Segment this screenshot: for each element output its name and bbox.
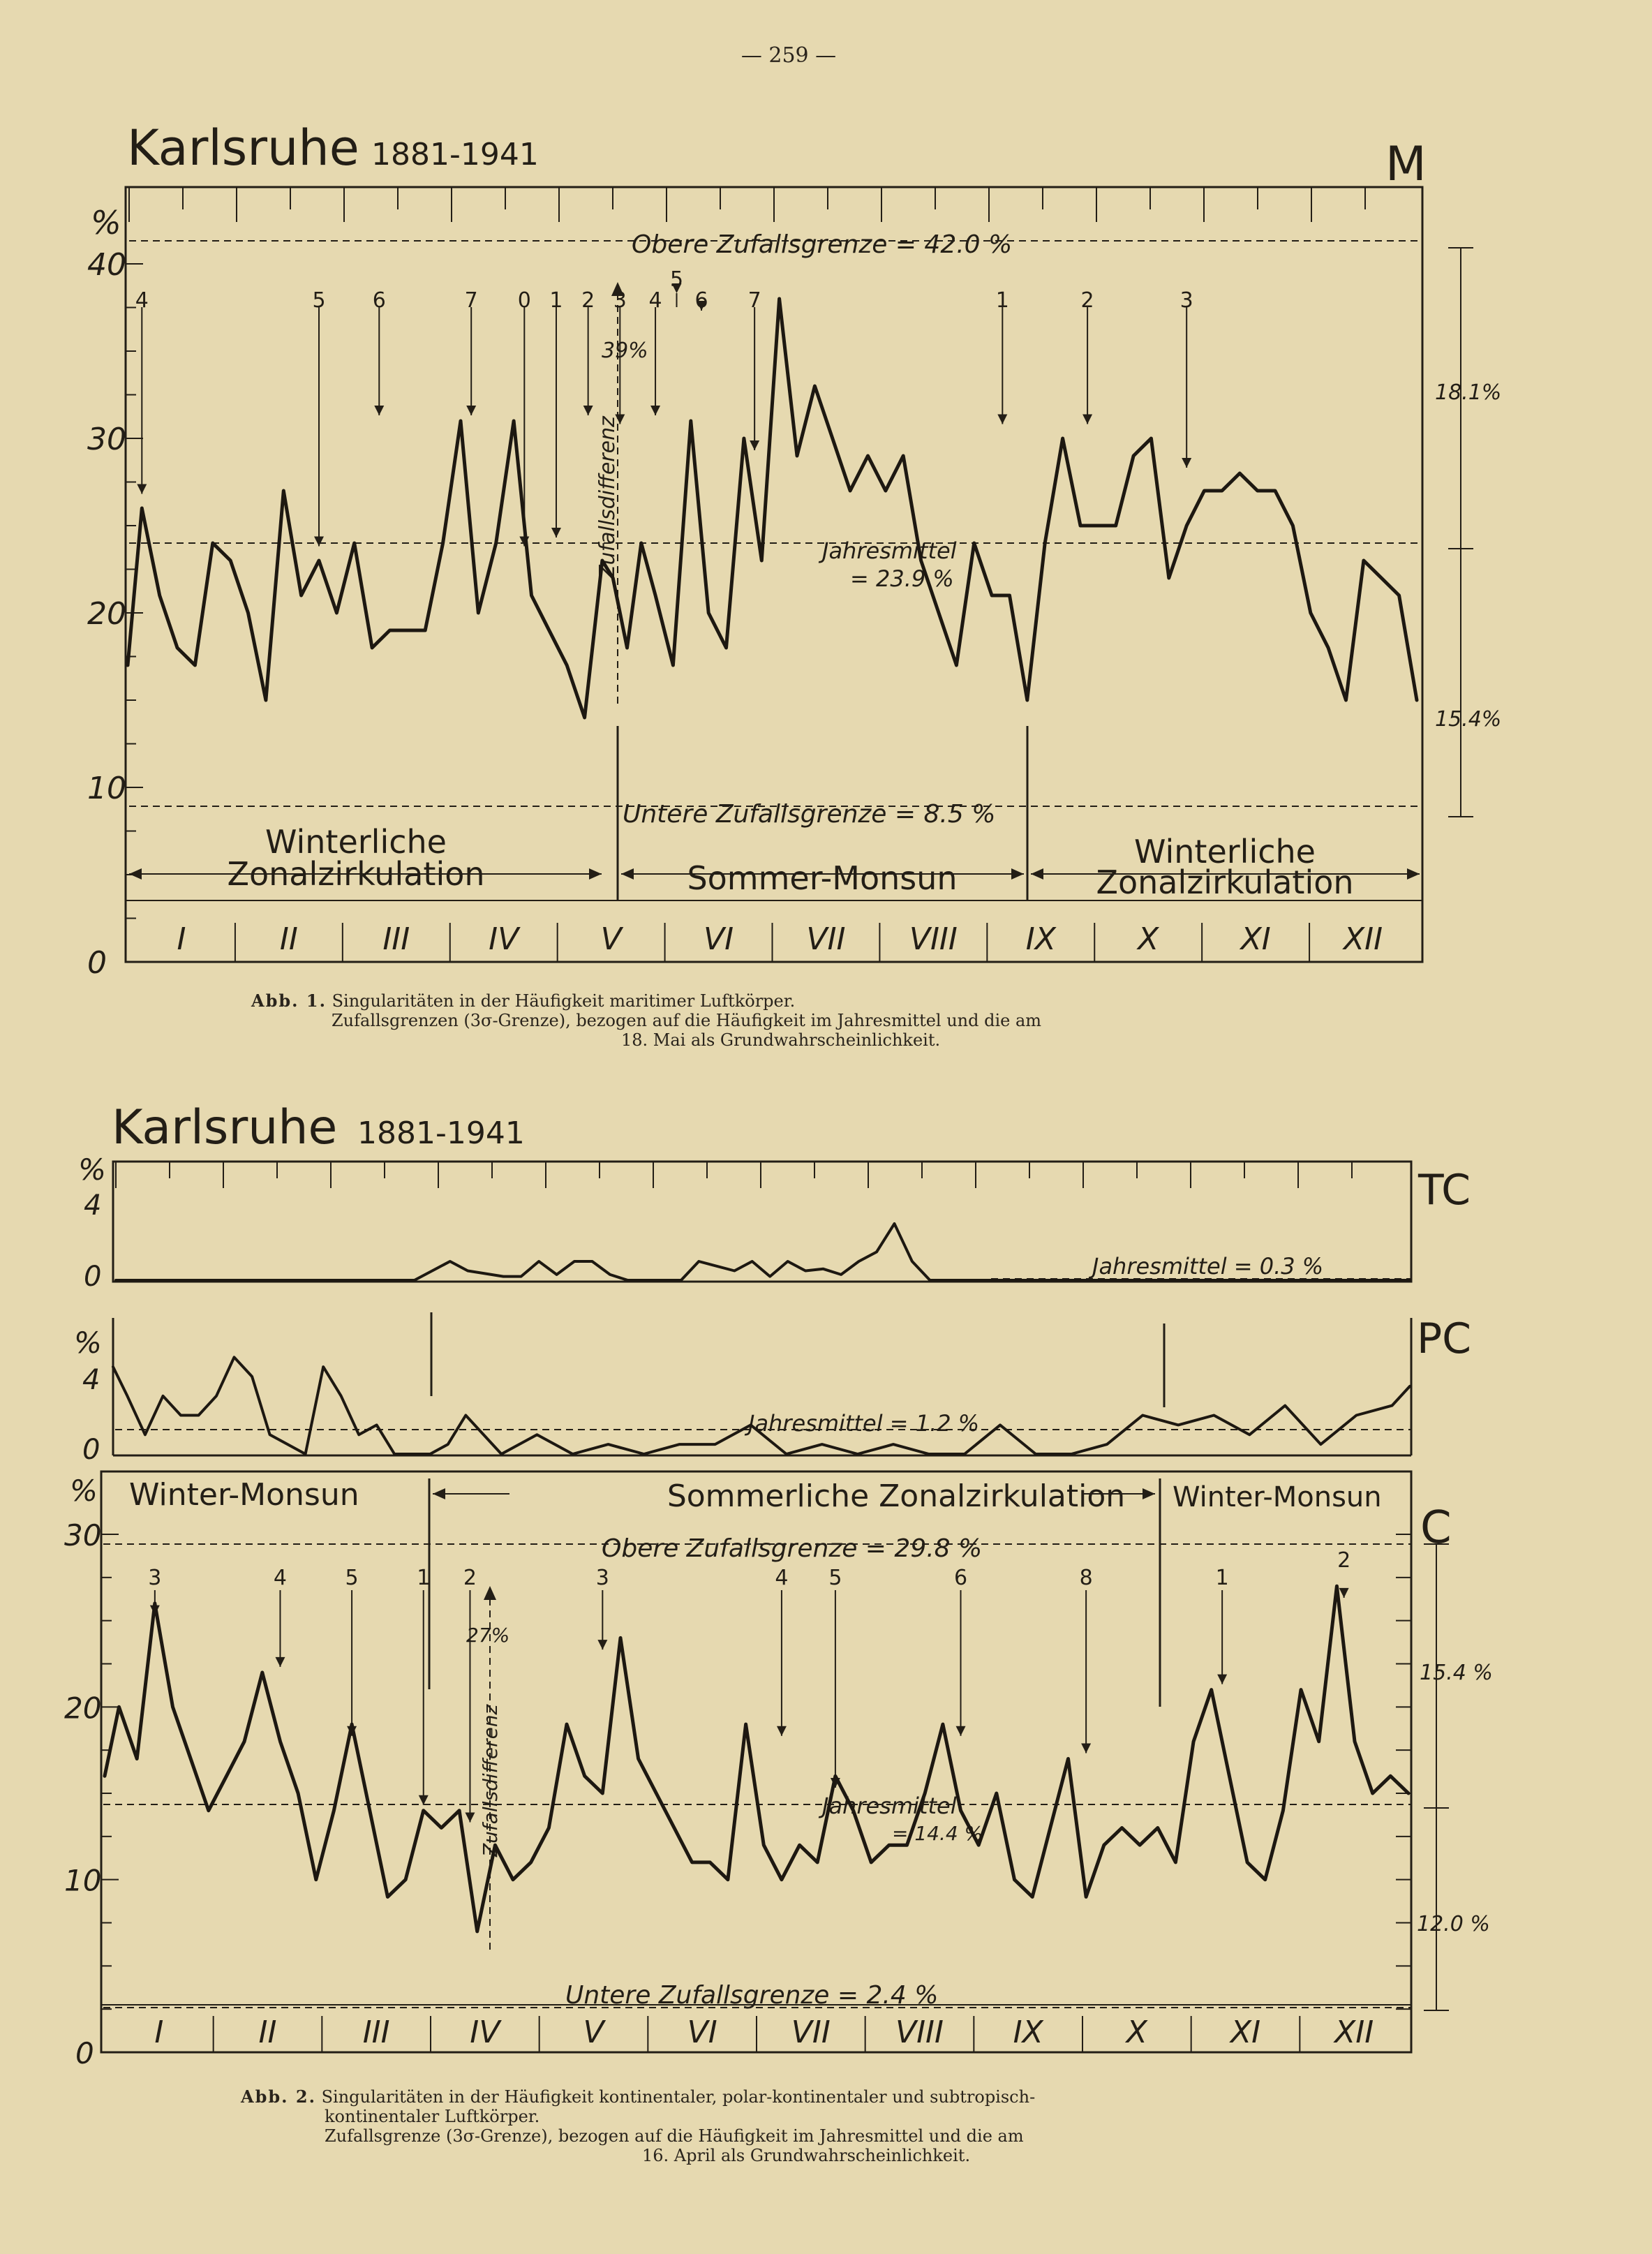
- fig1-period-arrowhead: [1031, 868, 1043, 880]
- c-series: [105, 1586, 1408, 1932]
- figure-1: [87, 119, 1501, 981]
- fig1-month-label: VII: [806, 921, 846, 957]
- fig1-peak-label: 1: [995, 288, 1009, 313]
- fig1-y-tick: 0: [87, 945, 107, 981]
- fig2-caption-line-2: kontinentaler Luftkörper.: [325, 2107, 540, 2126]
- fig1-month-label: XI: [1240, 921, 1271, 957]
- c-right-lower: 12.0 %: [1417, 1912, 1490, 1936]
- fig1-diff-value: 39%: [602, 339, 648, 363]
- fig1-peak-label: 0: [517, 288, 531, 313]
- tc-top-ticks: [116, 1162, 1352, 1188]
- fig1-right-lower: 15.4%: [1435, 707, 1502, 732]
- fig1-title: Karlsruhe: [127, 119, 359, 177]
- fig1-diff-label: Zufallsdifferenz: [595, 416, 620, 579]
- fig1-peak-label: 2: [1080, 288, 1094, 313]
- c-peak-label: 4: [273, 1566, 288, 1590]
- c-peak-label: 2: [463, 1566, 477, 1590]
- c-peak-arrowhead: [275, 1657, 285, 1667]
- c-peak-label: 3: [595, 1566, 609, 1590]
- c-peak-label: 6: [953, 1566, 968, 1590]
- fig1-month-label: VIII: [909, 921, 958, 957]
- fig1-month-label: XII: [1343, 921, 1383, 957]
- fig2-title: Karlsruhe: [112, 1100, 338, 1155]
- c-peak-label: 5: [345, 1566, 359, 1590]
- c-y-tick: 0: [75, 2036, 94, 2070]
- fig1-years: 1881-1941: [371, 137, 539, 172]
- c-peak-arrowhead: [1339, 1588, 1349, 1598]
- fig1-peak-arrowhead: [1182, 458, 1191, 468]
- fig1-mean-label-1: Jahresmittel: [822, 537, 957, 564]
- c-month-label: I: [154, 2015, 164, 2050]
- fig1-peak-arrowhead: [650, 406, 660, 415]
- fig1-peak-label: 3: [1180, 288, 1193, 313]
- fig1-peak-arrowhead: [374, 406, 384, 415]
- c-mean-label-2: = 14.4 %: [892, 1822, 983, 1845]
- fig2-years: 1881-1941: [357, 1115, 525, 1151]
- fig1-month-label: V: [600, 921, 622, 957]
- fig1-code: M: [1385, 137, 1427, 192]
- c-diff-label: Zufallsdifferenz: [479, 1704, 502, 1857]
- fig1-y-tick: 40: [87, 247, 126, 283]
- c-peak-arrowhead: [777, 1726, 787, 1736]
- c-mean-label-1: Jahresmittel: [822, 1793, 957, 1819]
- c-month-label: V: [583, 2015, 604, 2050]
- c-period-arrowhead: [433, 1488, 445, 1499]
- fig1-peak-arrowhead: [137, 484, 147, 494]
- fig1-month-label: VI: [704, 921, 734, 957]
- c-peak-label: 8: [1079, 1566, 1093, 1590]
- c-y-tick-labels: [64, 1518, 101, 2070]
- pc-tick-0: 0: [82, 1434, 101, 1466]
- c-diff-arrow: [484, 1586, 496, 1600]
- fig1-peak-arrowhead: [466, 406, 476, 415]
- fig1-period-1-line-2: Zonalzirkulation: [227, 855, 485, 893]
- fig1-peak-arrowhead: [997, 415, 1007, 424]
- fig1-peak-label: 4: [135, 288, 149, 313]
- fig1-peak-arrowhead: [1082, 415, 1092, 424]
- fig1-caption: [251, 991, 1382, 1050]
- tc-tick-4: 4: [84, 1189, 102, 1222]
- c-peak-label: 2: [1337, 1548, 1351, 1573]
- fig1-caption-line-1: Singularitäten in der Häufigkeit maritimer Luftkörper.: [332, 991, 796, 1011]
- fig1-period-arrowhead: [129, 868, 142, 880]
- fig1-caption-line-3: 18. Mai als Grundwahrscheinlichkeit.: [621, 1030, 941, 1050]
- c-period-1: Winter-Monsun: [129, 1477, 359, 1513]
- figure-2: [64, 1100, 1493, 2070]
- fig1-peak-label: 4: [648, 288, 662, 313]
- fig1-peak-label: 2: [581, 288, 595, 313]
- c-peak-label: 1: [417, 1566, 431, 1590]
- c-peak-label: 5: [828, 1566, 842, 1590]
- fig1-caption-line-2: Zufallsgrenzen (3σ-Grenze), bezogen auf die Häufigkeit im Jahresmittel und die am: [332, 1011, 1042, 1030]
- fig1-month-label: III: [382, 921, 410, 957]
- tc-percent-sign: %: [78, 1152, 106, 1187]
- c-peak-label: 4: [775, 1566, 789, 1590]
- c-right-upper: 15.4 %: [1420, 1661, 1493, 1685]
- c-code: C: [1420, 1502, 1452, 1554]
- c-upper-limit-label: Obere Zufallsgrenze = 29.8 %: [602, 1534, 983, 1563]
- fig1-peak-arrowhead: [750, 440, 759, 450]
- c-peak-arrowhead: [597, 1640, 607, 1649]
- c-peak-label: 1: [1215, 1566, 1229, 1590]
- c-month-label: III: [362, 2015, 390, 2050]
- fig2-caption-line-4: 16. April als Grundwahrscheinlichkeit.: [642, 2146, 971, 2165]
- fig1-period-3-line-2: Zonalzirkulation: [1096, 863, 1354, 901]
- c-month-label: II: [258, 2015, 277, 2050]
- c-peak-arrowhead: [419, 1795, 429, 1805]
- fig1-period-2-label: Sommer-Monsun: [687, 859, 958, 897]
- fig1-period-arrowhead: [1407, 868, 1420, 880]
- fig1-month-label: II: [279, 921, 298, 957]
- fig1-peak-label: 6: [694, 288, 708, 313]
- c-y-tick: 10: [64, 1863, 102, 1898]
- fig1-month-label: X: [1138, 921, 1159, 957]
- fig1-peak-arrowhead: [583, 406, 593, 415]
- fig1-period-arrowhead: [621, 868, 634, 880]
- c-month-label: XI: [1230, 2015, 1261, 2050]
- fig1-y-tick-labels: [87, 247, 126, 981]
- c-peak-arrowhead: [465, 1812, 475, 1822]
- fig1-lower-limit-label: Untere Zufallsgrenze = 8.5 %: [623, 800, 996, 829]
- fig1-peak-label: 1: [549, 288, 563, 313]
- c-lower-limit-label: Untere Zufallsgrenze = 2.4 %: [565, 1981, 939, 2010]
- fig1-months: [177, 921, 1383, 962]
- c-month-label: XII: [1334, 2015, 1374, 2050]
- c-y-tick: 20: [64, 1691, 102, 1726]
- fig1-upper-limit-label: Obere Zufallsgrenze = 42.0 %: [632, 230, 1013, 259]
- c-y-tick: 30: [64, 1518, 102, 1552]
- c-period-2: Sommerliche Zonalzirkulation: [667, 1478, 1126, 1514]
- c-month-label: VIII: [895, 2015, 944, 2050]
- c-month-label: VII: [791, 2015, 831, 2050]
- c-peak-arrowhead: [1217, 1675, 1227, 1684]
- pc-series: [113, 1357, 1410, 1454]
- fig1-period-arrowhead: [589, 868, 602, 880]
- fig1-caption-label: Abb. 1.: [251, 991, 327, 1011]
- fig1-period-arrowhead: [1011, 868, 1024, 880]
- fig1-peak-label: 5: [669, 267, 684, 292]
- fig2-caption-line-3: Zufallsgrenze (3σ-Grenze), bezogen auf die Häufigkeit im Jahresmittel und die am: [325, 2126, 1024, 2146]
- fig1-peak-markers: [135, 267, 1193, 547]
- c-peak-label: 3: [148, 1566, 162, 1590]
- pc-tick-4: 4: [82, 1364, 101, 1396]
- fig1-right-upper: 18.1%: [1435, 380, 1502, 405]
- c-period-3: Winter-Monsun: [1173, 1481, 1382, 1513]
- fig1-top-ticks: [129, 187, 1365, 222]
- c-peak-arrowhead: [1081, 1744, 1091, 1753]
- c-month-label: VI: [687, 2015, 717, 2050]
- fig1-peak-label: 5: [312, 288, 326, 313]
- c-month-label: IX: [1013, 2015, 1043, 2050]
- c-period-arrowhead: [1143, 1488, 1155, 1499]
- fig1-period-1-line-1: Winterliche: [265, 823, 447, 861]
- c-months: [154, 2015, 1374, 2052]
- fig1-peak-arrowhead: [551, 528, 561, 537]
- c-peak-arrowhead: [956, 1726, 966, 1736]
- fig1-left-ticks: [126, 264, 143, 962]
- fig1-y-tick: 20: [87, 596, 126, 632]
- fig1-peak-arrowhead: [314, 537, 324, 547]
- fig1-peak-label: 7: [747, 288, 761, 313]
- fig1-peak-label: 3: [613, 288, 627, 313]
- fig1-y-tick: 30: [87, 422, 126, 457]
- c-percent-sign: %: [70, 1474, 98, 1508]
- pc-percent-sign: %: [74, 1326, 102, 1360]
- fig2-caption-line-1: Singularitäten in der Häufigkeit kontinentaler, polar-kontinentaler und subtropisch-: [321, 2087, 1036, 2107]
- c-diff-value: 27%: [466, 1624, 510, 1647]
- fig1-period-3-line-1: Winterliche: [1134, 833, 1316, 870]
- tc-mean-label: Jahresmittel = 0.3 %: [1092, 1253, 1324, 1280]
- tc-code: TC: [1418, 1166, 1471, 1215]
- fig1-peak-label: 7: [464, 288, 478, 313]
- fig1-month-label: IX: [1025, 921, 1056, 957]
- fig1-mean-label-2: = 23.9 %: [850, 565, 954, 592]
- tc-tick-0: 0: [84, 1261, 102, 1293]
- fig1-y-tick: 10: [87, 771, 126, 806]
- pc-mean-label: Jahresmittel = 1.2 %: [748, 1410, 980, 1437]
- fig1-month-label: IV: [489, 921, 519, 957]
- fig2-caption: [241, 2087, 1399, 2165]
- fig1-series-m: [128, 299, 1417, 718]
- c-peak-markers: [148, 1548, 1350, 1822]
- fig1-percent-sign: %: [91, 204, 121, 242]
- fig1-peak-label: 6: [372, 288, 386, 313]
- fig2-caption-label: Abb. 2.: [241, 2086, 316, 2107]
- page-number: — 259 —: [741, 43, 837, 68]
- c-month-label: X: [1126, 2015, 1147, 2050]
- pc-code: PC: [1417, 1314, 1472, 1363]
- c-month-label: IV: [470, 2015, 500, 2050]
- fig1-month-label: I: [177, 921, 186, 957]
